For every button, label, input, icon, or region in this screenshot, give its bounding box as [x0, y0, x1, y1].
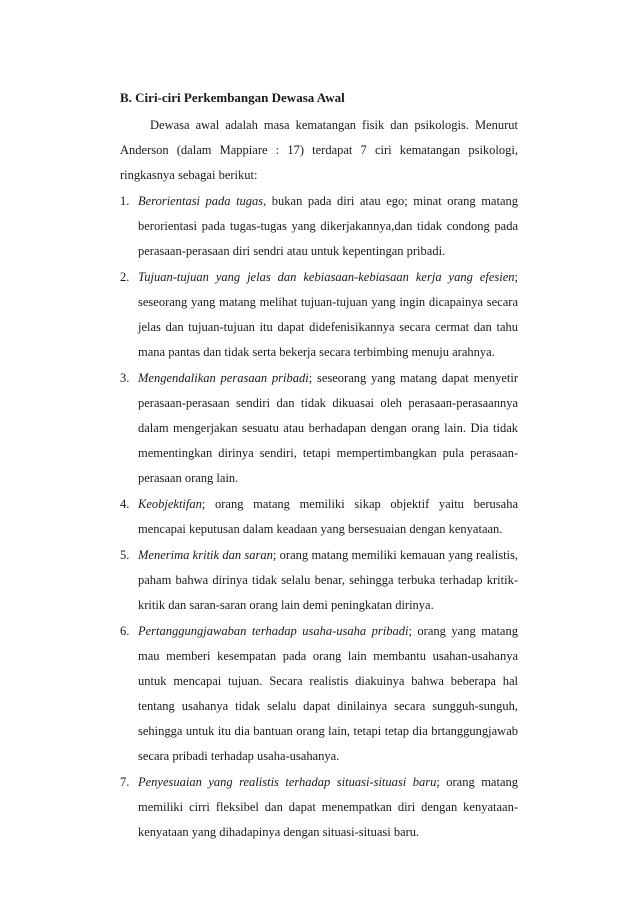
item-number: 6.	[120, 624, 130, 638]
item-number: 2.	[120, 270, 130, 284]
list-item	[120, 265, 518, 365]
item-number: 3.	[120, 371, 130, 385]
list-item	[120, 366, 518, 491]
list-item	[120, 492, 518, 542]
item-term: Menerima kritik dan saran	[138, 548, 273, 562]
item-term: Berorientasi pada tugas	[138, 194, 264, 208]
item-number: 5.	[120, 548, 130, 562]
item-text: ; orang matang memiliki sikap objektif yaitu berusaha mencapai keputusan dalam keadaan yang bersesuaian dengan kenyataan.	[138, 497, 518, 536]
item-number: 1.	[120, 194, 130, 208]
item-term: Penyesuaian yang realistis terhadap situasi-situasi baru	[138, 775, 437, 789]
item-term: Keobjektifan	[138, 497, 202, 511]
item-term: Mengendalikan perasaan pribadi	[138, 371, 309, 385]
item-text: ; orang yang matang mau memberi kesempatan pada orang lain membantu usahan-usahanya untuk mencapai tujuan. Secara realistis diakuinya bahwa beberapa hal tentang usahanya tidak selalu dapat dinilainya secara sungguh-sunguh, sehingga untuk itu dia bantuan orang lain, tetapi tetap dia brtanggungjawab secara pribadi terhadap usaha-usahanya.	[138, 624, 518, 763]
item-term: Tujuan-tujuan yang jelas dan kebiasaan-kebiasaan kerja yang efesien	[138, 270, 515, 284]
item-text: , bukan pada diri atau ego; minat orang matang berorientasi pada tugas-tugas yang dikerjakannya,dan tidak condong pada perasaan-perasaan diri sendri atau untuk kepentingan pribadi.	[138, 194, 518, 258]
item-text: ; orang matang memiliki cirri fleksibel dan dapat menempatkan diri dengan kenyataan-kenyataan yang dihadapinya dengan situasi-situasi baru.	[138, 775, 518, 839]
item-term: Pertanggungjawaban terhadap usaha-usaha pribadi	[138, 624, 409, 638]
list-item	[120, 770, 518, 845]
item-text: ; orang matang memiliki kemauan yang realistis, paham bahwa dirinya tidak selalu benar, sehingga terbuka terhadap kritik-kritik dan saran-saran orang lain demi peningkatan dirinya.	[138, 548, 519, 612]
list-item	[120, 189, 518, 264]
section-heading: B. Ciri-ciri Perkembangan Dewasa Awal	[120, 90, 345, 105]
intro-paragraph: Dewasa awal adalah masa kematangan fisik dan psikologis. Menurut Anderson (dalam Mappiare : 17) terdapat 7 ciri kematangan psikologi, ringkasnya sebagai berikut:	[120, 118, 518, 182]
item-text: ; seseorang yang matang dapat menyetir perasaan-perasaan sendiri dan tidak dikuasai oleh perasaan-perasaannya dalam mengerjakan sesuatu atau berhadapan dengan orang lain. Dia tidak mementingkan dirinya sendiri, tetapi mempertimbangkan pula perasaan-perasaan orang lain.	[138, 371, 518, 485]
list-item	[120, 543, 518, 618]
item-number: 4.	[120, 497, 130, 511]
document-page	[120, 88, 518, 846]
list-item	[120, 619, 518, 769]
item-number: 7.	[120, 775, 130, 789]
item-text: ; seseorang yang matang melihat tujuan-tujuan yang ingin dicapainya secara jelas dan tujuan-tujuan itu dapat didefenisikannya secara cermat dan tahu mana pantas dan tidak serta bekerja secara terbimbing menuju arahnya.	[138, 270, 518, 359]
